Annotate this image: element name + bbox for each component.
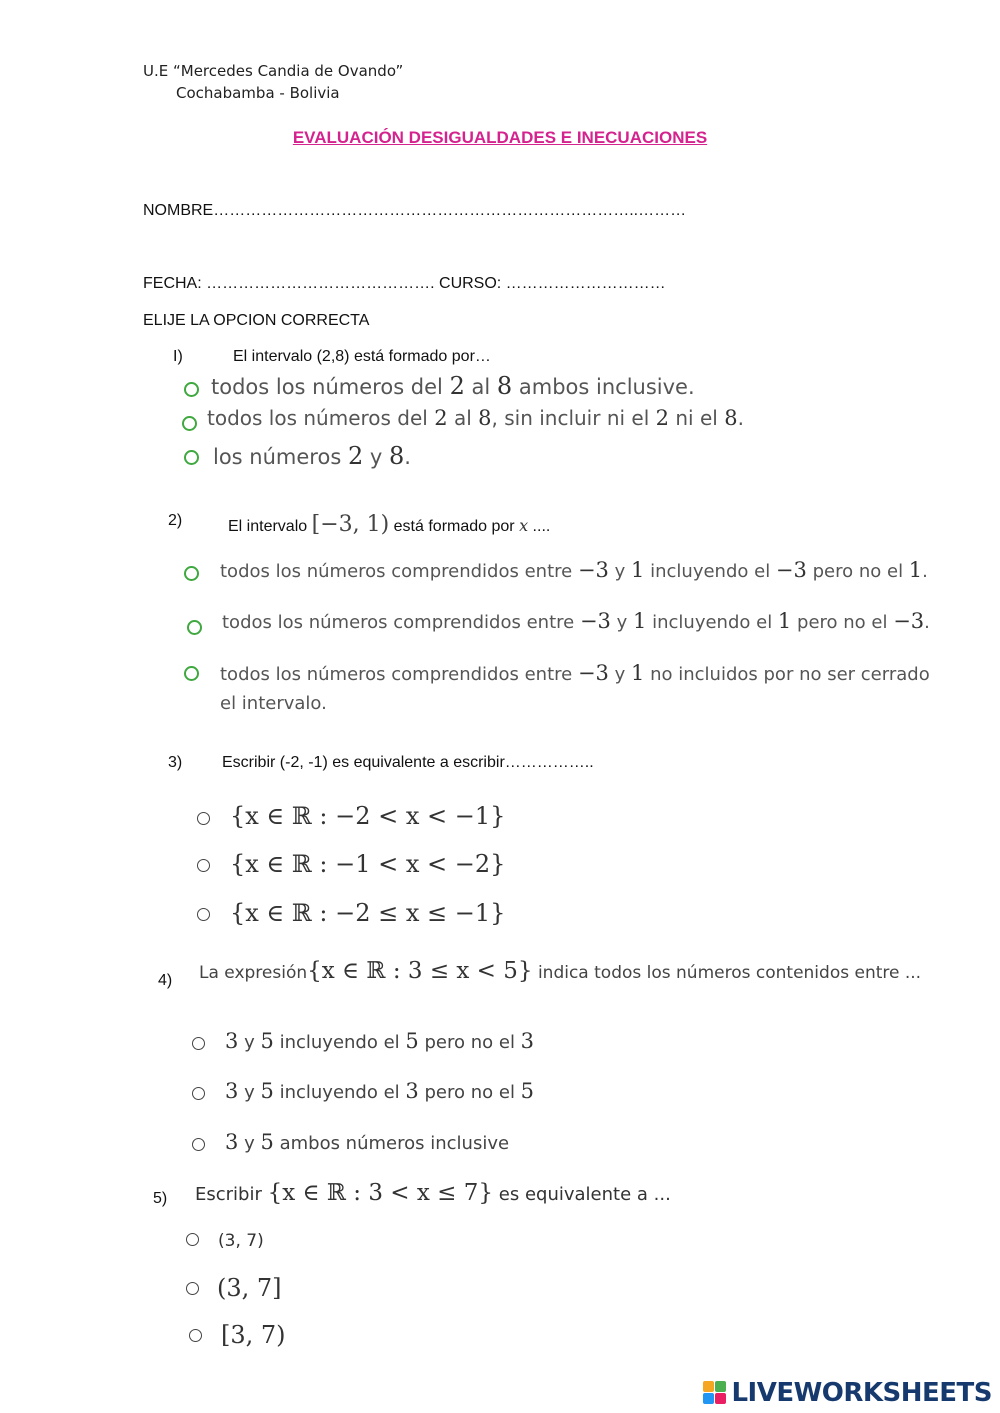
q5-option-2: (3, 7] [217, 1274, 282, 1302]
q2-option-2: todos los números comprendidos entre −3 y 1 incluyendo el 1 pero no el −3. [222, 609, 930, 633]
q1-option-3: los números 2 y 8. [213, 442, 411, 470]
q2-option-2-radio[interactable] [187, 620, 202, 635]
page-title: EVALUACIÓN DESIGUALDADES E INECUACIONES [292, 128, 708, 147]
q4-text: La expresión{x ∈ ℝ : 3 ≤ x < 5} indica todos los números contenidos entre ... [199, 958, 922, 984]
q3-option-3-radio[interactable] [197, 908, 210, 921]
q4-option-2-radio[interactable] [192, 1087, 205, 1100]
nombre-field: NOMBRE……………………………………………………………………..……… [143, 202, 687, 219]
q5-option-3-radio[interactable] [189, 1329, 202, 1342]
q4-number: 4) [158, 972, 173, 989]
q4-option-2: 3 y 5 incluyendo el 3 pero no el 5 [225, 1079, 535, 1103]
q1-option-3-radio[interactable] [184, 450, 199, 465]
school-name: U.E “Mercedes Candia de Ovando” [143, 62, 404, 80]
q4-option-1: 3 y 5 incluyendo el 5 pero no el 3 [225, 1029, 535, 1053]
q5-number: 5) [153, 1190, 168, 1207]
q3-text: Escribir (-2, -1) es equivalente a escribir…………….. [222, 754, 594, 771]
q1-number: I) [173, 348, 183, 365]
q5-text: Escribir {x ∈ ℝ : 3 < x ≤ 7} es equivalente a ... [195, 1180, 671, 1206]
q3-option-2: {x ∈ ℝ : −1 < x < −2} [230, 850, 506, 878]
q3-option-1-radio[interactable] [197, 812, 210, 825]
q1-option-2: todos los números del 2 al 8, sin incluir ni el 2 ni el 8. [207, 406, 744, 430]
instruction: ELIJE LA OPCION CORRECTA [143, 312, 370, 329]
q3-option-3: {x ∈ ℝ : −2 ≤ x ≤ −1} [230, 899, 506, 927]
school-city: Cochabamba - Bolivia [176, 84, 340, 102]
q4-option-3: 3 y 5 ambos números inclusive [225, 1130, 510, 1154]
q3-option-1: {x ∈ ℝ : −2 < x < −1} [230, 802, 506, 830]
q4-option-3-radio[interactable] [192, 1138, 205, 1151]
q2-option-3: todos los números comprendidos entre −3 y 1 no incluidos por no ser cerrado [220, 661, 930, 685]
q5-option-1: (3, 7) [218, 1231, 264, 1251]
q2-option-1: todos los números comprendidos entre −3 y 1 incluyendo el −3 pero no el 1. [220, 558, 928, 582]
q1-option-1: todos los números del 2 al 8 ambos inclusive. [211, 372, 695, 400]
q1-option-1-radio[interactable] [184, 382, 199, 397]
liveworksheets-logo-text: LIVEWORKSHEETS [731, 1378, 992, 1408]
q1-option-2-radio[interactable] [182, 416, 197, 431]
q2-option-3-radio[interactable] [184, 666, 199, 681]
fecha-curso-field: FECHA: ……………………………………. CURSO: ………………………… [143, 275, 666, 292]
q2-number: 2) [168, 512, 183, 529]
q2-text: El intervalo [−3, 1) está formado por x .... [228, 512, 551, 537]
q5-option-3: [3, 7) [221, 1321, 286, 1349]
q3-number: 3) [168, 754, 183, 771]
q4-option-1-radio[interactable] [192, 1037, 205, 1050]
q5-option-1-radio[interactable] [186, 1233, 199, 1246]
q2-option-1-radio[interactable] [184, 566, 199, 581]
q5-option-2-radio[interactable] [186, 1282, 199, 1295]
q1-text: El intervalo (2,8) está formado por… [233, 348, 491, 365]
liveworksheets-logo-icon [703, 1381, 727, 1405]
liveworksheets-logo[interactable] [703, 1378, 992, 1408]
q2-option-3-line2: el intervalo. [220, 693, 327, 714]
q3-option-2-radio[interactable] [197, 859, 210, 872]
